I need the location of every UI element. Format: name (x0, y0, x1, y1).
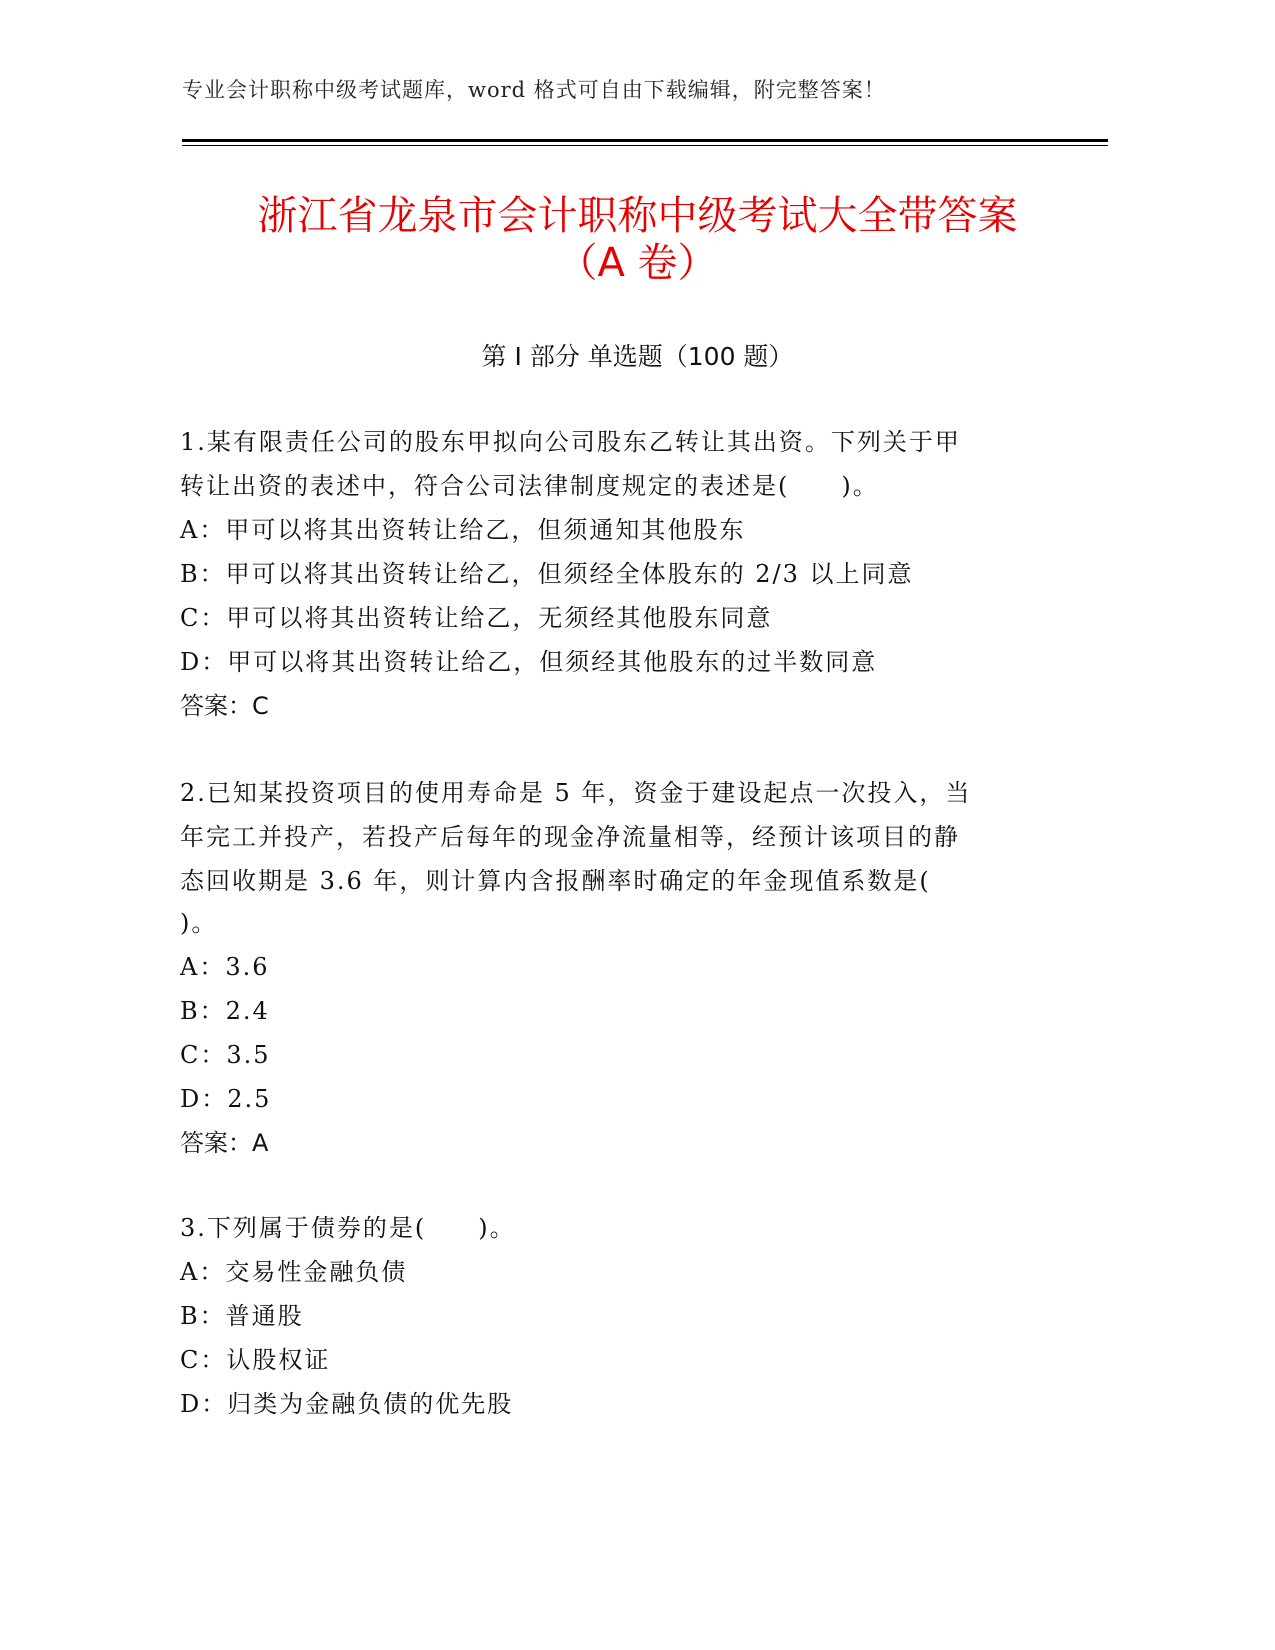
question-1-option-a: A：甲可以将其出资转让给乙，但须通知其他股东 (180, 516, 746, 544)
document-title-line-2: （A 卷） (557, 240, 718, 286)
question-3-option-b: B：普通股 (180, 1302, 304, 1330)
header-note: 专业会计职称中级考试题库，word 格式可自由下载编辑，附完整答案！ (182, 78, 886, 102)
section-title: 第 I 部分 单选题（100 题） (481, 342, 794, 371)
question-2-option-b: B：2.4 (180, 997, 270, 1025)
question-2-answer: 答案：A (180, 1129, 269, 1157)
question-2-stem-line-3: 态回收期是 3.6 年，则计算内含报酬率时确定的年金现值系数是( (180, 867, 931, 895)
question-2-stem-line-1: 2.已知某投资项目的使用寿命是 5 年，资金于建设起点一次投入，当 (180, 779, 972, 807)
question-1-stem-line-2: 转让出资的表述中，符合公司法律制度规定的表述是( )。 (180, 472, 879, 500)
question-1-option-d: D：甲可以将其出资转让给乙，但须经其他股东的过半数同意 (180, 648, 878, 676)
question-3-option-d: D：归类为金融负债的优先股 (180, 1390, 514, 1418)
question-1-option-b: B：甲可以将其出资转让给乙，但须经全体股东的 2/3 以上同意 (180, 560, 914, 588)
question-2-option-a: A：3.6 (180, 953, 270, 981)
question-2-option-d: D：2.5 (180, 1085, 272, 1113)
header-rule-thin (182, 145, 1108, 146)
question-2-stem-line-2: 年完工并投产，若投产后每年的现金净流量相等，经预计该项目的静 (180, 823, 960, 851)
document-title-line-1: 浙江省龙泉市会计职称中级考试大全带答案 (257, 193, 1018, 239)
question-3-option-c: C：认股权证 (180, 1346, 331, 1374)
question-2-stem-line-4: )。 (180, 909, 218, 937)
question-2-option-c: C：3.5 (180, 1041, 271, 1069)
header-rule-thick (182, 139, 1108, 142)
question-3-stem-line-1: 3.下列属于债券的是( )。 (180, 1214, 516, 1242)
question-3-option-a: A：交易性金融负债 (180, 1258, 408, 1286)
question-1-stem-line-1: 1.某有限责任公司的股东甲拟向公司股东乙转让其出资。下列关于甲 (180, 428, 961, 456)
question-1-answer: 答案：C (180, 692, 269, 720)
question-1-option-c: C：甲可以将其出资转让给乙，无须经其他股东同意 (180, 604, 773, 632)
